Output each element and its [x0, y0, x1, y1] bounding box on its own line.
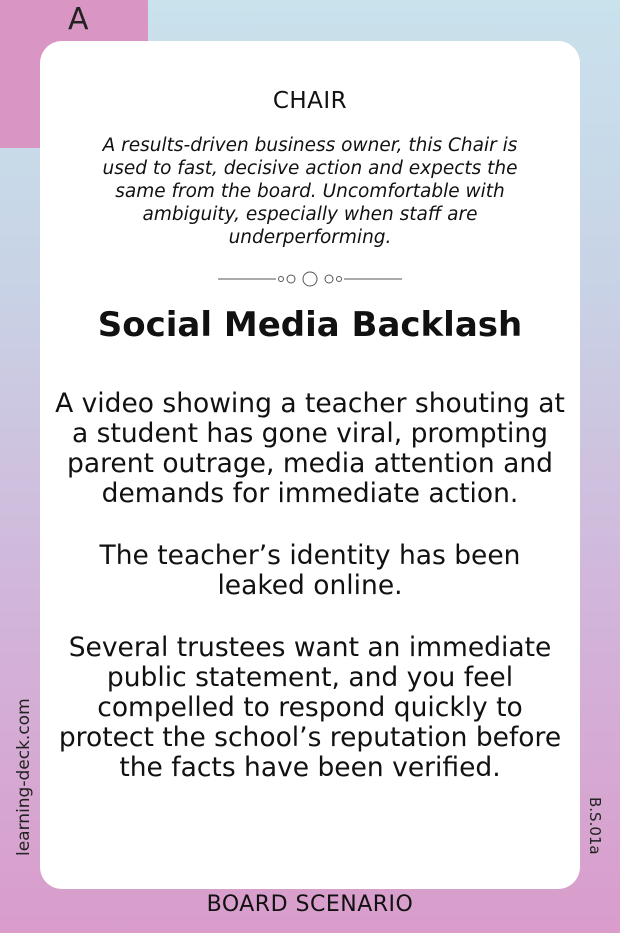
scenario-body: [55, 389, 565, 815]
card-code: B.S.01a: [586, 797, 604, 855]
scenario-card: [40, 41, 580, 889]
role-heading: CHAIR: [272, 88, 348, 114]
footer-label: BOARD SCENARIO: [206, 892, 414, 917]
scenario-title: Social Media Backlash: [97, 305, 523, 345]
scenario-paragraph: The teacher’s identity has been leaked online.: [99, 540, 521, 601]
website-label: learning-deck.com: [14, 698, 34, 856]
corner-letter: A: [68, 2, 89, 37]
role-description: A results-driven business owner, this Chair is used to fast, decisive action and expects the same from the board. Uncomfortable with ambiguity, especially when staff are underperforming.: [102, 135, 518, 248]
scenario-paragraph: Several trustees want an immediate public statement, and you feel compelled to respond quickly to protect the school’s reputation before the facts have been verified.: [58, 632, 562, 783]
ornamental-divider-icon: [40, 271, 580, 287]
scenario-paragraph: A video showing a teacher shouting at a student has gone viral, prompting parent outrage, media attention and demands for immediate action.: [55, 388, 565, 509]
